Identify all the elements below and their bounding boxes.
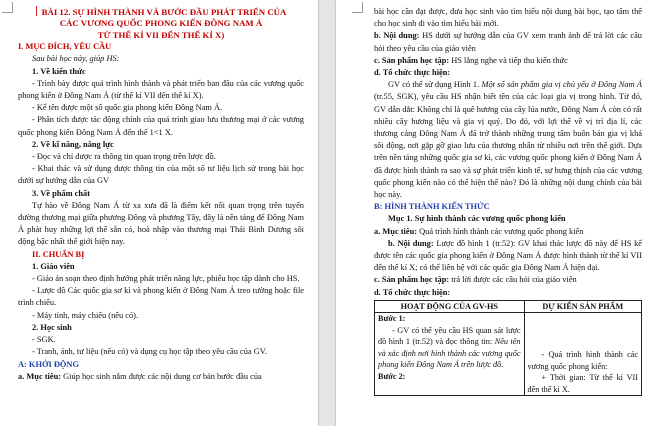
text-cursor [36,6,41,16]
heading-teacher: 1. Giáo viên [32,261,75,271]
product-text-1: - Quá trình hình thành các vương quốc phong kiến: [527,350,638,371]
content-text: HS dưới sự hướng dẫn của GV xem tranh ảnh để trả lời các câu hỏi theo yêu cầu của giáo viên [374,31,642,53]
sub1-product: c. Sản phẩm học tập: trả lời được các câu hỏi của giáo viên [374,275,577,285]
subsection-heading-1: Mục 1. Sự hình thành các vương quốc phong kiến [388,214,566,224]
sub1-content: b. Nội dung: Lược đồ hình 1 (tr.52): GV khai thác lược đồ này để HS kể được tên các quốc gia phong kiến ở Đông Nam Á được hình thành từ thế kỉ VII đến thế kỉ X; có thể liên hệ với các quốc gia Đông Nam Á hiện đại. [374,238,643,273]
table-header-row [375,300,642,313]
warmup-goal-label: a. Mục tiêu: [18,371,62,381]
product-text-2: + Thời gian: Từ thế kỉ VII đến thế kỉ X. [527,373,638,394]
product-label: c. Sản phẩm học tập: [374,55,450,65]
page-margin-marker [2,2,13,13]
step-1-label: Bước 1: [378,314,406,324]
product-text: HS lắng nghe và tiếp thu kiến thức [449,55,568,65]
heading-student: 2. Học sinh [32,322,72,332]
teacher-item-1: - Giáo án soạn theo định hướng phát triển năng lực, phiếu học tập dành cho HS. [32,274,300,284]
heading-qualities: 3. Về phẩm chất [32,188,91,198]
table-cell-activity [375,313,525,396]
warmup-goal-text: Giúp học sinh nắm được các nội dung cơ bản bước đầu của [61,371,262,381]
warmup-goal-continued: bài học cần đạt được, đưa học sinh vào tìm hiểu nội dung bài học, tạo tâm thế cho học sinh đi vào tìm hiểu bài mới. [374,7,642,29]
table-header-activity: HOẠT ĐỘNG CỦA GV-HS [375,300,525,313]
purpose-intro: Sau bài học này, giúp HS: [32,54,120,64]
lesson-title-line-2: CÁC VƯƠNG QUỐC PHONG KIẾN ĐÔNG NAM Á [59,18,263,29]
heading-knowledge: 1. Về kiến thức [32,66,86,76]
quality-item-1: Tự hào về Đông Nam Á từ xa xưa đã là điểm kết nối quan trọng trên tuyến đường thương mại giữa phương Đông và phương Tây, đây là nền tảng để Đông Nam Á phát huy những lợi thế sẵn có, hoà nhập vào thương mại Thái Bình Dương sôi động bậc nhất thế giới hiện nay. [18,200,304,247]
knowledge-item-2: - Kể tên được một số quốc gia phong kiến Đông Nam Á. [32,103,223,113]
sub1-organization-label: d. Tổ chức thực hiện: [374,287,451,297]
warmup-content [374,30,642,54]
activity-table [374,300,642,397]
content-label: b. Nội dung: [374,31,420,41]
teacher-item-2: - Lược đồ Các quốc gia sơ kì và phong kiến ở Đông Nam Á treo tường hoặc file trình chiếu. [18,286,304,308]
warmup-goal [18,371,304,383]
section-heading-warmup: A: KHỞI ĐỘNG [18,359,79,369]
skill-item-1: - Đọc và chỉ được ra thông tin quan trọng trên lược đồ. [32,152,216,162]
warmup-organization-label: d. Tổ chức thực hiện: [374,68,451,78]
table-row [375,313,642,396]
step-1-text: - GV có thể yêu cầu HS quan sát lược đồ hình 1 (tr.52) và đọc thông tin: Nêu tên và xác định nơi hình thành các vương quốc phong kiến Đông Nam Á trên lược đồ. [378,325,521,370]
section-heading-knowledge-formation: B: HÌNH THÀNH KIẾN THỨC [374,202,490,212]
document-page-left [0,0,318,426]
skill-item-2: - Khai thác và sử dụng được thông tin của một số tư liệu lịch sử trong bài học dưới sự hướng dẫn của GV [18,164,304,186]
page-margin-marker [352,2,363,13]
sub1-goal: a. Mục tiêu: Quá trình hình thành các vương quốc phong kiến [374,226,584,236]
teacher-item-3: - Máy tính, máy chiếu (nếu có). [32,310,139,320]
step-2-label: Bước 2: [378,371,406,381]
table-cell-product [524,313,641,396]
lesson-title-line-1: BÀI 12. SỰ HÌNH THÀNH VÀ BƯỚC ĐẦU PHÁT TRIỂN CỦA [18,6,304,18]
knowledge-item-3: - Phân tích được tác động chính của quá trình giao lưu thương mại ở các vương quốc phong kiến Đông Nam Á đến thế 1<1 X. [18,115,304,137]
section-heading-purpose: I. MỤC ĐÍCH, YÊU CẦU [18,42,112,52]
document-page-right [336,0,650,426]
warmup-organization-text: GV có thể sử dụng Hình 1. Một số sản phẩm gia vị chủ yếu ở Đông Nam Á (tr.55, SGK), yêu cầu HS nhận biết tên của các loại gia vị trong hình. Từ đó, GV dẫn dắt: Không chỉ là quê hương của cây lúa nước, Đông Nam Á còn có rất nhiều cây hương liệu và gia vị quý. Do đó, với lợi thế về vị trí địa lí, các thương cảng Đông Nam Á đã trở thành những trung tâm buôn bán gia vị khá sôi động, nơi gặp gỡ giao lưu của thương nhân từ nhiều nơi trên thế giới. Dựa trên nền tảng những quốc gia sơ kì, các vương quốc phong kiến ở Đông Nam Á đã được hình thành ra sao và sự phát triển kinh tế, sự hưng thịnh của các vương quốc phong kiến nào có thể hiện thế nào? Đó là những nội dung chính của bài học này. [374,80,642,200]
student-item-2: - Tranh, ảnh, tư liệu (nếu có) và dụng cụ học tập theo yêu cầu của GV. [32,347,267,357]
section-heading-preparation: II. CHUẨN BỊ [32,249,85,259]
lesson-title-line-3: TỪ THẾ KỈ VII ĐẾN THẾ KỈ X) [97,29,225,40]
student-item-1: - SGK. [32,335,56,345]
warmup-product [374,55,642,67]
knowledge-item-1: - Trình bày được quá trình hình thành và phát triển ban đầu của các vương quốc phong kiến ở Đông Nam Á (từ thế kỉ VII đến thế kỉ X). [18,78,304,101]
heading-skills: 2. Về kĩ năng, năng lực [32,139,114,149]
table-header-product: DỰ KIẾN SẢN PHẨM [524,300,641,313]
